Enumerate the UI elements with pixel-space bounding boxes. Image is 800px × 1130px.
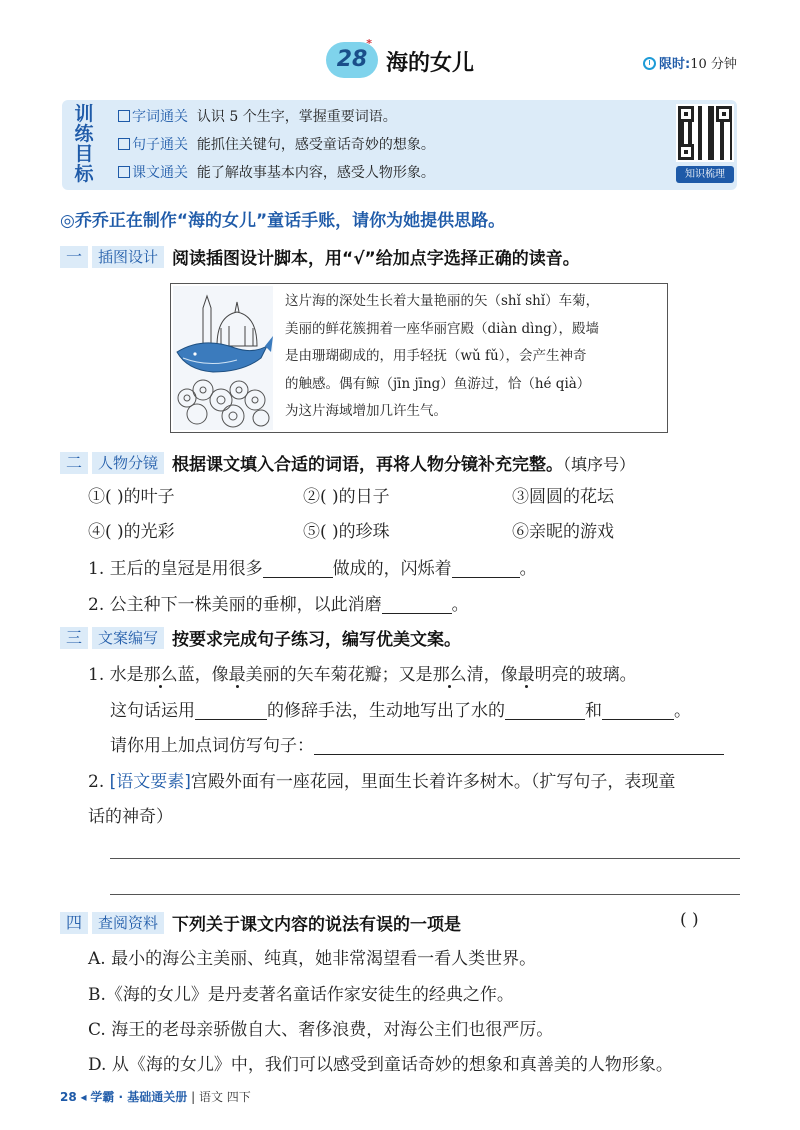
section-3-header [60,625,461,651]
section-tag: 查阅资料 [92,912,164,934]
lesson-title: 海的女儿 [386,51,475,76]
question-text: 2. 公主种下一株美丽的垂柳，以此消磨 [88,595,382,615]
page-number: 28 [60,1090,77,1104]
question-text: 。 [674,701,691,721]
illustration-script-box [170,283,668,433]
question-text: 。 [519,559,537,579]
choice-b: B.《海的女儿》是丹麦著名童话作家安徒生的经典之作。 [88,985,514,1005]
word-option[interactable]: ①( )的叶子 [88,487,175,507]
dotted-word: 最 [517,665,535,685]
goal-text: 能了解故事基本内容，感受人物形象。 [196,165,435,181]
question-text: 的修辞手法，生动地写出了水的 [267,701,505,721]
answer-blank[interactable] [195,700,267,720]
word-options-row-2 [88,518,738,546]
section-2-header [60,450,635,476]
question-text: 明亮的玻璃。 [534,665,637,685]
section-3-question-1 [88,661,637,689]
page-header [0,38,800,88]
illustration-script-text [285,288,663,426]
goal-text: 认识 5 个生字，掌握重要词语。 [196,109,397,125]
section-4-header [60,910,740,936]
dotted-word: 那么 [143,665,178,685]
question-text: 做成的，闪烁着 [332,559,452,579]
section-3-question-1-line-2 [110,697,691,725]
question-text: 和 [585,701,602,721]
question-text: 清，像 [466,665,518,685]
section-2-question-2 [88,591,469,619]
training-goals-panel [62,100,737,190]
section-tag: 文案编写 [92,627,164,649]
word-option: ③圆圆的花坛 [512,487,614,507]
section-2-question-1 [88,555,537,583]
checkbox-icon [118,138,130,150]
book-title: 学霸 · 基础通关册 [90,1090,188,1104]
qr-code-icon[interactable] [676,104,734,162]
clock-icon [643,57,656,70]
script-line: 是由珊瑚砌成的，用手轻抚（wǔ fǔ），会产生神奇 [285,348,587,364]
section-title: 阅读插图设计脚本，用“√”给加点字选择正确的读音。 [172,249,580,269]
page-footer: 28 ◂ 学霸 · 基础通关册 | 语文 四下 [60,1090,251,1104]
goal-row-sentences [118,132,435,158]
answer-bracket[interactable]: ( ) [680,910,699,930]
question-text: 蓝，像 [177,665,229,685]
section-title: 下列关于课文内容的说法有误的一项是 [172,915,462,935]
word-option[interactable]: ②( )的日子 [303,487,390,507]
goal-tag: 课文通关 [132,165,188,181]
question-text: 话的神奇） [88,807,173,827]
question-text: 。 [451,595,469,615]
choice-d: D. 从《海的女儿》中，我们可以感受到童话奇妙的想象和真善美的人物形象。 [88,1055,673,1075]
intro-text: ◎乔乔正在制作“海的女儿”童话手账，请你为她提供思路。 [60,211,506,231]
word-option[interactable]: ⑤( )的珍珠 [303,522,390,542]
chinese-element-tag: [语文要素] [109,772,191,792]
time-limit-value: 10 分钟 [690,57,737,72]
answer-blank[interactable] [505,700,585,720]
goal-tag: 句子通关 [132,137,188,153]
lesson-mark: * [366,37,372,50]
lesson-number: 28 [336,47,368,72]
section-title [172,450,635,475]
section-title-text: 根据课文填入合适的词语，再将人物分镜补充完整。 [172,455,564,475]
section-1-header [60,244,580,270]
question-text: 宫殿外面有一座花园，里面生长着许多树木。（扩写句子，表现童 [190,772,676,792]
answer-blank[interactable] [382,594,452,614]
goal-text: 能抓住关键句，感受童话奇妙的想象。 [196,137,435,153]
question-text: 请你用上加点词仿写句子： [110,736,314,756]
question-text: 美丽的矢车菊花瓣；又是 [245,665,433,685]
dotted-word: 那么 [432,665,467,685]
script-line: 为这片海域增加几许生气。 [285,403,447,419]
time-limit-label: 限时: [659,57,691,72]
word-option[interactable]: ④( )的光彩 [88,522,175,542]
answer-blank[interactable] [314,735,724,755]
qr-finder [678,144,694,160]
question-text: 1. 水是 [88,665,144,685]
goal-tag: 字词通关 [132,109,188,125]
section-note: （填序号） [563,455,636,474]
script-line: 美丽的鲜花簇拥着一座华丽宫殿（diàn dìng），殿墙 [285,320,600,337]
checkbox-icon [118,110,130,122]
checkbox-icon [118,166,130,178]
section-tag: 插图设计 [92,246,164,268]
writing-line[interactable] [110,894,740,895]
whale-palace-illustration [173,286,273,430]
section-number: 一 [60,246,88,268]
qr-finder [678,106,694,122]
question-text: 2. [88,772,105,792]
time-limit [643,53,737,72]
qr-caption: 知识梳理 [676,166,734,183]
section-title: 按要求完成句子练习，编写优美文案。 [172,630,462,650]
section-3-question-2-line-2 [88,803,173,831]
answer-blank[interactable] [602,700,674,720]
section-number: 二 [60,452,88,474]
choice-c: C. 海王的老母亲骄傲自大、奢侈浪费，对海公主们也很严厉。 [88,1020,554,1040]
answer-blank[interactable] [452,558,520,578]
lesson-number-badge [326,37,378,78]
word-option: ⑥亲昵的游戏 [512,522,614,542]
section-3-question-2 [88,768,675,796]
section-tag: 人物分镜 [92,452,164,474]
section-number: 三 [60,627,88,649]
script-line: 的触感。偶有鲸（jīn jīng）鱼游过，恰（hé qià） [285,375,591,392]
answer-blank[interactable] [263,558,333,578]
qr-finder [716,106,732,122]
question-text: 这句话运用 [110,701,195,721]
question-text: 1. 王后的皇冠是用很多 [88,559,263,579]
dotted-word: 最 [228,665,246,685]
section-3-question-1-line-3 [110,732,724,760]
goal-row-words [118,104,397,130]
goal-row-text [118,160,435,186]
choice-a: A. 最小的海公主美丽、纯真，她非常渴望看一看人类世界。 [88,949,537,969]
writing-line[interactable] [110,858,740,859]
word-options-row-1 [88,483,738,511]
subject-label: 语文 四下 [198,1090,251,1104]
section-number: 四 [60,912,88,934]
training-goals-label: 训练目标 [74,103,94,185]
script-line: 这片海的深处生长着大量艳丽的矢（shǐ shǐ）车菊， [285,293,600,309]
